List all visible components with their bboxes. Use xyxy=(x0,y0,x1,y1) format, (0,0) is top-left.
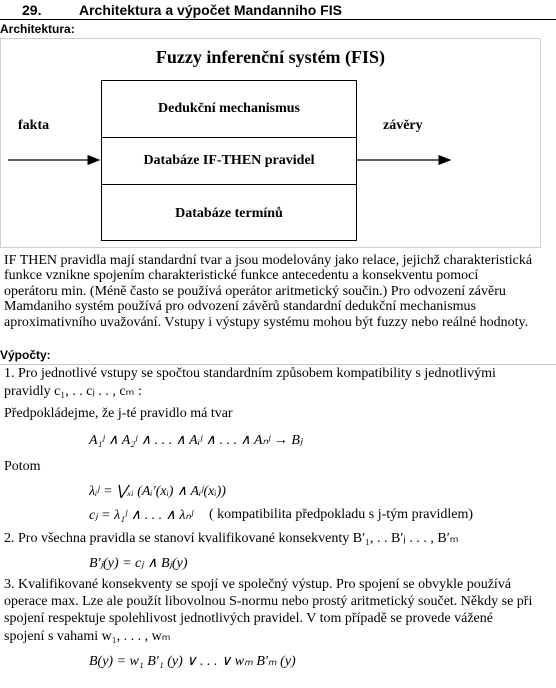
fis-row-inference: Dedukční mechanismus xyxy=(102,81,356,138)
description-paragraph xyxy=(4,253,552,363)
step2-line: 2. Pro všechna pravidla se stanoví kvalifikované konsekventy B′₁, . . B′ⱼ . . . , B′ₘ xyxy=(4,531,459,546)
diagram-arrows xyxy=(0,0,556,260)
step3-line: spojení s vahami w₁, . . . , wₘ xyxy=(4,629,171,644)
paragraph-line: operátoru min. (Méně často se používá operátor aritmetický součin.) Pro odvození závěru xyxy=(4,283,506,299)
compatibility-note: ( kompatibilita předpokladu s j-tým pravidlem) xyxy=(209,507,473,522)
step3-line: 3. Kvalifikované konsekventy se spojí ve společný výstup. Pro spojení se obvykle používá xyxy=(4,577,512,592)
paragraph-line: aproximativního uvažování. Vstupy i výstupy systému mohou být fuzzy nebo reálné hodnoty. xyxy=(4,314,529,330)
aggregation-formula: B(y) = w₁ B′₁ (y) ∨ . . . ∨ wₘ B′ₘ (y) xyxy=(89,654,296,669)
step1-line2: pravidly c₁, . . cⱼ . . , cₘ : xyxy=(4,384,142,399)
fis-row-termbase: Databáze termínů xyxy=(175,205,283,221)
fis-title: Fuzzy inferenční systém (FIS) xyxy=(155,47,386,67)
compatibility-formula: cⱼ = λ₁ʲ ∧ . . . ∧ λₙʲ xyxy=(89,508,194,523)
then-text: Potom xyxy=(4,459,41,474)
paragraph-line: Mamdaniho systém používá pro odvození závěrů standardní dedukční mechanismus xyxy=(4,299,476,315)
output-label: závěry xyxy=(383,118,423,133)
calculations-label: Výpočty: xyxy=(0,348,51,362)
qualified-consequent-formula: B′ⱼ(y) = cⱼ ∧ Bⱼ(y) xyxy=(89,556,188,571)
paragraph-line: IF THEN pravidla mají standardní tvar a jsou modelovány jako relace, jejichž charakteristická xyxy=(4,253,533,268)
input-label: fakta xyxy=(18,118,50,133)
step3-line: operace max. Lze ale použít libovolnou S-normu nebo prostý aritmetický součet. Někdy se při xyxy=(4,594,533,609)
lambda-formula: λᵢʲ = ⋁ₓᵢ (Aᵢ′(xᵢ) ∧ Aᵢʲ(xᵢ)) xyxy=(89,484,226,499)
assumption-text: Předpokládejme, že j-té pravidlo má tvar xyxy=(4,406,233,421)
step3-line: spojení respektuje spolehlivost jednotlivých pravidel. V tom případě se provede vážené xyxy=(4,611,493,626)
fis-row-rulebase: Databáze IF-THEN pravidel xyxy=(102,138,356,185)
paragraph-rule xyxy=(0,364,556,365)
section-number: 29. xyxy=(22,2,42,18)
architecture-label: Architektura: xyxy=(0,22,75,36)
step1-line1: 1. Pro jednotlivé vstupy se spočtou standardním způsobem kompatibility s jednotlivými xyxy=(4,366,496,381)
rule-formula: A₁ʲ ∧ A₂ʲ ∧ . . . ∧ Aᵢʲ ∧ . . . ∧ Aₙʲ → Bⱼ xyxy=(89,433,303,448)
paragraph-line: funkce vznikne spojením charakteristické funkce antecedentu a konsekventu pomocí xyxy=(4,268,479,284)
section-title: Architektura a výpočet Mandanniho FIS xyxy=(79,2,342,18)
